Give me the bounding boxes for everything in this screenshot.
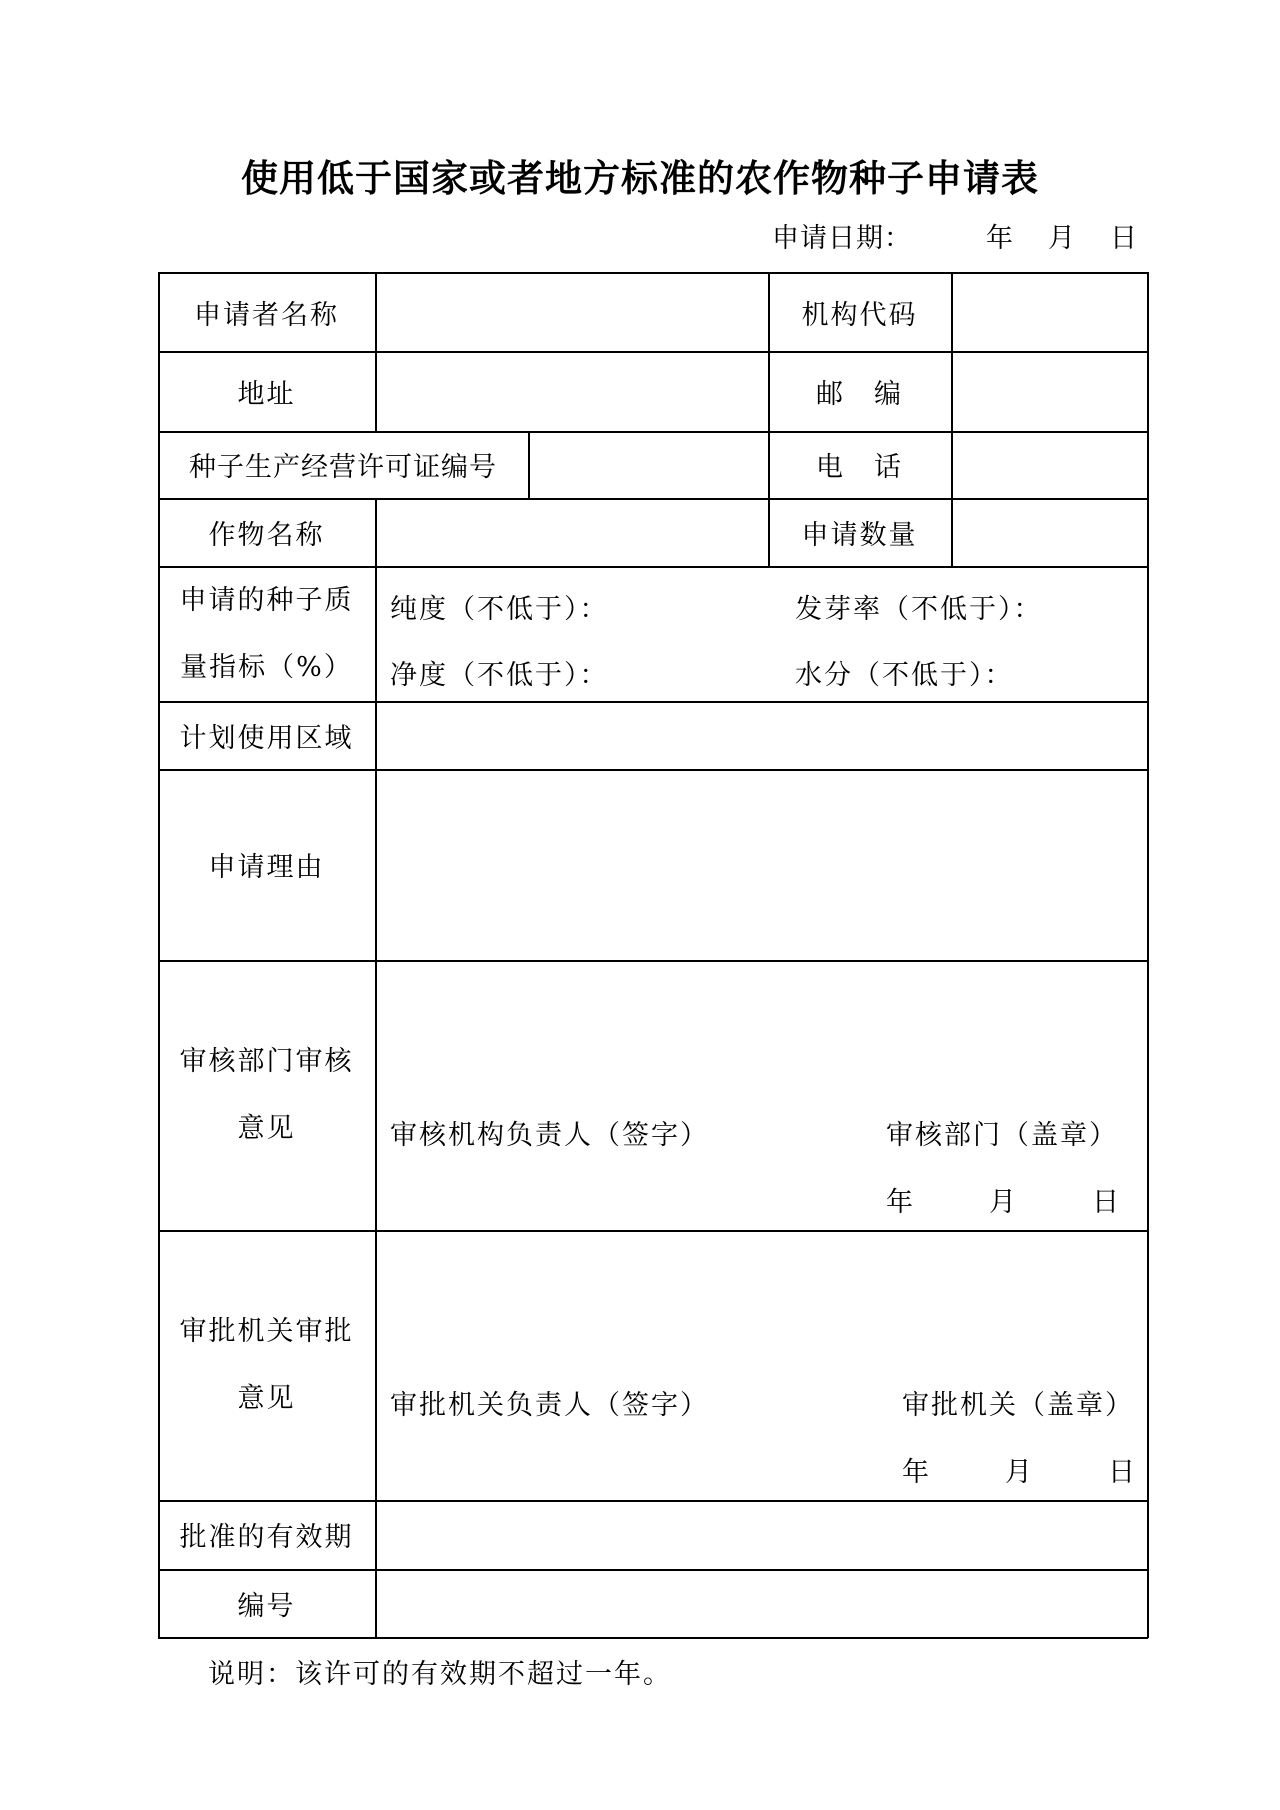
review-signer[interactable]: 审核机构负责人（签字）	[390, 1120, 709, 1151]
phone-label: 电 话	[816, 452, 903, 483]
page-title: 使用低于国家或者地方标准的农作物种子申请表	[241, 157, 1039, 200]
license-no-field[interactable]	[529, 432, 767, 498]
review-date-day: 日	[1092, 1187, 1121, 1218]
validity-field[interactable]	[376, 1501, 1147, 1568]
quality-label-line2: 量指标（%）	[180, 651, 353, 683]
review-opinion-label	[158, 1028, 375, 1162]
serial-no-field[interactable]	[376, 1570, 1147, 1636]
crop-name-field[interactable]	[376, 499, 767, 565]
apply-date-year: 年	[986, 223, 1014, 254]
approval-date-month: 月	[1005, 1457, 1034, 1488]
approval-date	[902, 1450, 1137, 1489]
review-label-line2: 意见	[237, 1113, 296, 1144]
postcode-label: 邮 编	[816, 378, 903, 410]
quality-label	[158, 566, 375, 701]
org-code-field[interactable]	[952, 273, 1147, 351]
quality-label-line1: 申请的种子质	[179, 584, 354, 616]
apply-date-line	[772, 216, 1138, 255]
approval-seal[interactable]: 审批机关（盖章）	[902, 1390, 1134, 1421]
col-line-label	[375, 498, 377, 1638]
validity-label: 批准的有效期	[179, 1522, 354, 1553]
apply-date-label: 申请日期：	[772, 223, 912, 254]
approval-label-line2: 意见	[237, 1383, 296, 1414]
approval-date-day: 日	[1108, 1457, 1137, 1488]
purity-field[interactable]: 纯度（不低于）：	[390, 594, 609, 625]
org-code-label: 机构代码	[801, 299, 918, 331]
address-field[interactable]	[376, 352, 767, 430]
serial-no-label: 编号	[237, 1590, 296, 1622]
usage-area-label: 计划使用区域	[179, 722, 354, 754]
license-no-label: 种子生产经营许可证编号	[189, 452, 497, 483]
row-line	[158, 960, 1148, 962]
review-date	[886, 1180, 1121, 1219]
row-line	[158, 1230, 1148, 1232]
moisture-field[interactable]: 水分（不低于）：	[795, 660, 1014, 691]
apply-date-day: 日	[1110, 223, 1138, 254]
approval-opinion-label	[158, 1298, 375, 1432]
cleanliness-field[interactable]: 净度（不低于）：	[390, 660, 609, 691]
applicant-name-field[interactable]	[376, 273, 767, 351]
footnote: 说明：该许可的有效期不超过一年。	[208, 1659, 672, 1690]
table-border-bottom	[158, 1637, 1148, 1639]
approval-signer[interactable]: 审批机关负责人（签字）	[390, 1390, 709, 1421]
applicant-name-label: 申请者名称	[194, 299, 339, 331]
address-label: 地址	[237, 378, 296, 410]
approval-date-year: 年	[902, 1457, 931, 1488]
apply-date-month: 月	[1048, 223, 1076, 254]
review-label-line1: 审核部门审核	[179, 1046, 354, 1077]
review-date-month: 月	[989, 1187, 1018, 1218]
postcode-field[interactable]	[952, 352, 1147, 430]
review-date-year: 年	[886, 1187, 915, 1218]
crop-name-label: 作物名称	[208, 519, 325, 551]
review-seal[interactable]: 审核部门（盖章）	[886, 1120, 1118, 1151]
quantity-field[interactable]	[952, 499, 1147, 565]
reason-label: 申请理由	[208, 852, 325, 883]
germination-field[interactable]: 发芽率（不低于）：	[795, 594, 1043, 625]
table-border-right	[1147, 272, 1149, 1638]
quantity-label: 申请数量	[801, 519, 918, 551]
usage-area-field[interactable]	[376, 702, 1147, 768]
phone-field[interactable]	[952, 432, 1147, 498]
reason-field[interactable]	[376, 770, 1147, 959]
approval-label-line1: 审批机关审批	[179, 1316, 354, 1347]
